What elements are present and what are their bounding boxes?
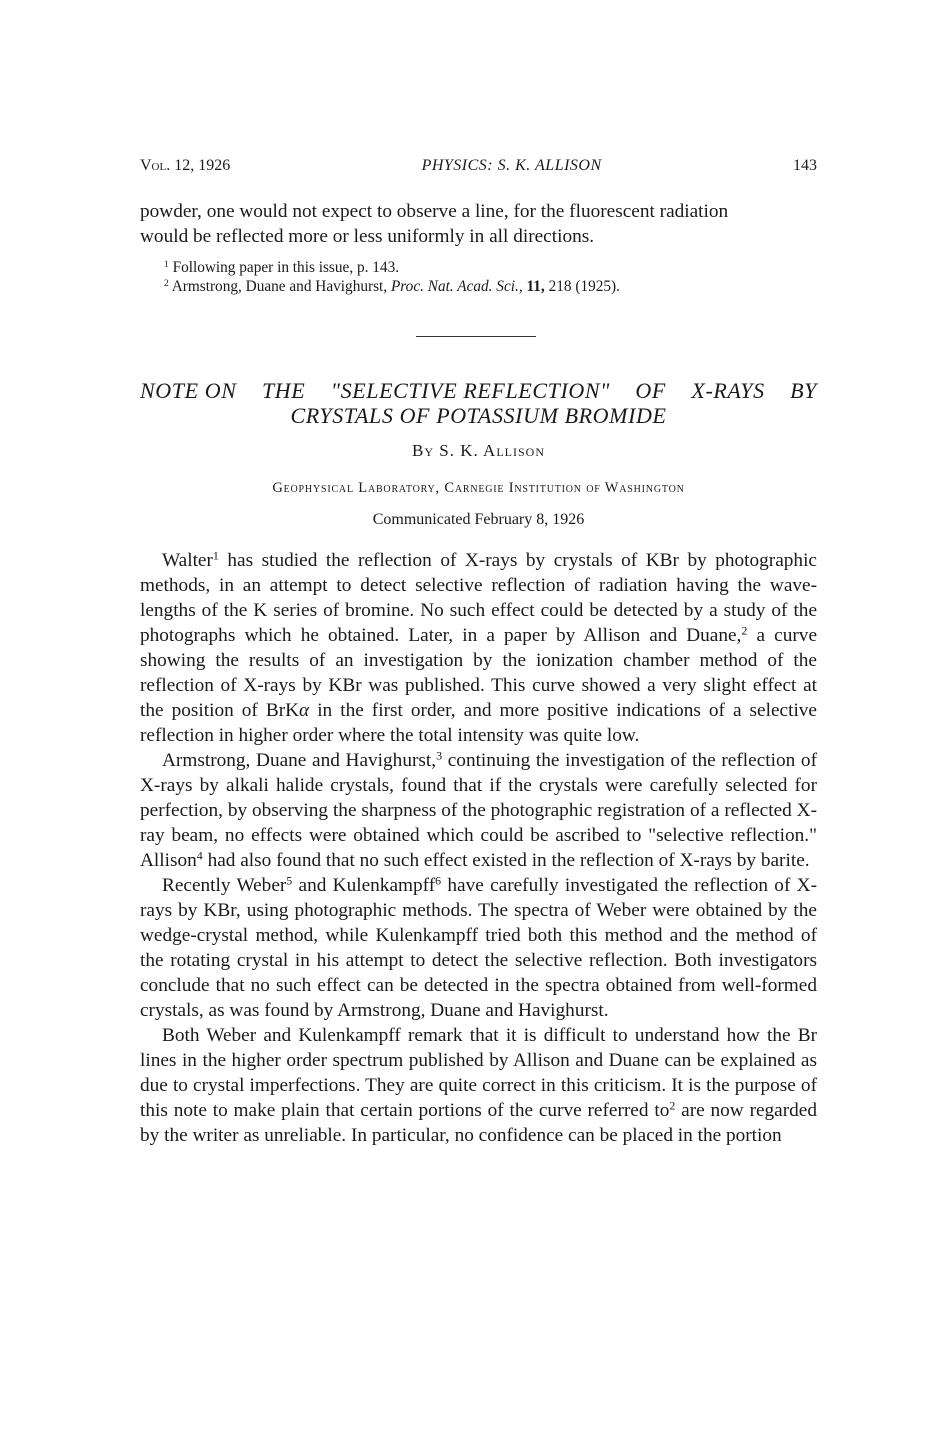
text-run: continuing the investigation of the reflection of X-rays by alkali halide crystals, found that if the crystals were carefully selected for perfection, by observing the sharpness of the photographic registration of a reflected X-ray beam, no effects were obtained which could be ascribed to "selective reflection." Allison: [140, 750, 817, 871]
footnote-ref: 5: [286, 873, 293, 888]
affiliation: Geophysical Laboratory, Carnegie Institution of Washington: [272, 480, 685, 496]
running-head: [140, 157, 817, 175]
footnote-1: [140, 258, 817, 277]
text-run: Recently Weber: [162, 875, 287, 896]
title-word: OF: [635, 378, 666, 403]
article-title: [140, 378, 817, 428]
text-run: and Kulenkampff: [292, 875, 436, 896]
carryover-line: powder, one would not expect to observe a line, for the fluorescent radiation: [140, 201, 729, 222]
article-body: [140, 548, 817, 1148]
carryover-line: would be reflected more or less uniformly in all directions.: [140, 226, 595, 247]
journal-name: Proc. Nat. Acad. Sci.,: [390, 278, 523, 295]
text-run: Walter: [162, 550, 213, 571]
text-run: are now regarded by the writer as unreliable. In particular, no confidence can be placed in the portion: [140, 1100, 818, 1146]
footnote-marker: 2: [164, 278, 169, 289]
footnote-text: Following paper in this issue, p. 143.: [172, 259, 400, 276]
footnote-text: 218 (1925).: [548, 278, 620, 295]
text-run: in the first order, and more positive indications of a selective reflection in higher order where the total intensity was quite low.: [140, 700, 817, 746]
title-word: X-RAYS: [691, 378, 765, 403]
text-run: have carefully investigated the reflection of X-rays by KBr, using photographic methods. The spectra of Weber were obtained by the wedge-crystal method, while Kulenkampff tried both this method and the method of the rotating crystal in his attempt to detect the selective reflection. Both investigators conclude that no such effect can be detected in the spectra obtained from well-formed crystals, as was found by Armstrong, Duane and Havighurst.: [140, 875, 817, 1021]
footnote-ref: 6: [435, 873, 442, 888]
footnote-text: Armstrong, Duane and Havighurst,: [171, 278, 391, 295]
footnote-ref: 3: [436, 748, 443, 763]
paragraph: [140, 1023, 817, 1148]
footnote-ref: 2: [741, 623, 748, 638]
paragraph: [140, 873, 817, 1023]
paragraph: [140, 748, 817, 873]
title-word: BY: [790, 378, 817, 403]
communicated-date: Communicated February 8, 1926: [372, 511, 585, 528]
running-title: PHYSICS: S. K. ALLISON: [421, 157, 602, 174]
footnote-ref: 4: [196, 848, 203, 863]
footnote-ref: 1: [212, 548, 219, 563]
page-number: 143: [793, 157, 817, 174]
text-run: has studied the reflection of X-rays by crystals of KBr by photographic methods, in an attempt to detect selective reflection of radiation having the wave-lengths of the K series of bromine. No such effect could be detected by a study of the photographs which he obtained. Later, in a paper by Allison and Duane,: [140, 550, 817, 646]
paragraph: [140, 548, 817, 748]
author-byline: By S. K. Allison: [412, 441, 545, 460]
title-word: THE: [261, 378, 306, 403]
text-run: Both Weber and Kulenkampff remark that it is difficult to understand how the Br lines in the higher order spectrum published by Allison and Duane can be explained as due to crystal imperfections. They are quite correct in this criticism. It is the purpose of this note to make plain that certain portions of the curve referred to: [140, 1025, 817, 1121]
title-word: NOTE ON: [140, 378, 237, 403]
volume-number: 11,: [522, 278, 549, 295]
volume-year: Vol. 12, 1926: [140, 157, 231, 174]
text-run: Armstrong, Duane and Havighurst,: [162, 750, 437, 771]
greek-alpha: α: [299, 700, 310, 721]
text-run: had also found that no such effect existed in the reflection of X-rays by barite.: [202, 850, 810, 871]
footnote-ref: 2: [669, 1098, 676, 1113]
carryover-text: [140, 199, 817, 249]
footnote-2: [140, 277, 817, 296]
text-run: a curve showing the results of an investigation by the ionization chamber method of the reflection of X-rays by KBr was published. This curve showed a very slight effect at the position of BrK: [140, 625, 817, 721]
title-line-2: CRYSTALS OF POTASSIUM BROMIDE: [290, 403, 667, 428]
title-word: "SELECTIVE REFLECTION": [330, 378, 610, 403]
footnotes: [140, 258, 817, 296]
section-divider: [416, 336, 536, 337]
title-line-1: [140, 378, 817, 403]
footnote-marker: 1: [164, 259, 169, 270]
